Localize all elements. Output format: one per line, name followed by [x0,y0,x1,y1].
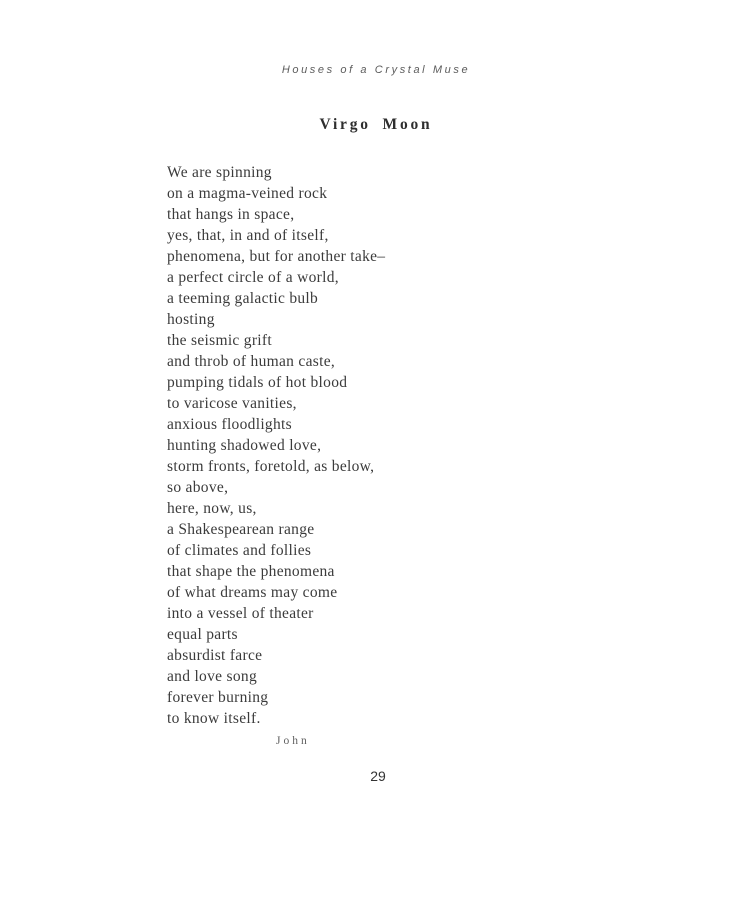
page-number: 29 [370,768,386,784]
poem-line: a Shakespearean range [167,521,315,538]
poem-line: forever burning [167,689,269,706]
poem-line: equal parts [167,626,238,643]
poem-body [167,162,385,729]
poem-line: a perfect circle of a world, [167,269,339,286]
poem-attribution: John [276,735,310,747]
poem-line: a teeming galactic bulb [167,290,319,307]
poem-line: so above, [167,479,229,496]
poem-title: Virgo Moon [319,116,433,133]
poem-line: of climates and follies [167,542,312,559]
poem-line: anxious floodlights [167,416,292,433]
poem-line: to varicose vanities, [167,395,297,412]
poem-line: and love song [167,668,257,685]
poem-line: pumping tidals of hot blood [167,374,348,391]
poem-line: that hangs in space, [167,206,295,223]
poem-line: here, now, us, [167,500,257,517]
poem-line: phenomena, but for another take– [167,248,386,265]
poem-line: absurdist farce [167,647,263,664]
poem-line: into a vessel of theater [167,605,314,622]
poem-line: hosting [167,311,215,328]
poem-line: that shape the phenomena [167,563,335,580]
poem-line: yes, that, in and of itself, [167,227,329,244]
poem-line: We are spinning [167,164,272,181]
poem-line: of what dreams may come [167,584,338,601]
poem-line: on a magma-veined rock [167,185,328,202]
poem-line: the seismic grift [167,332,272,349]
running-header: Houses of a Crystal Muse [281,64,471,76]
poem-line: and throb of human caste, [167,353,336,370]
poem-line: to know itself. [167,710,261,727]
poem-line: hunting shadowed love, [167,437,322,454]
poem-line: storm fronts, foretold, as below, [167,458,375,475]
